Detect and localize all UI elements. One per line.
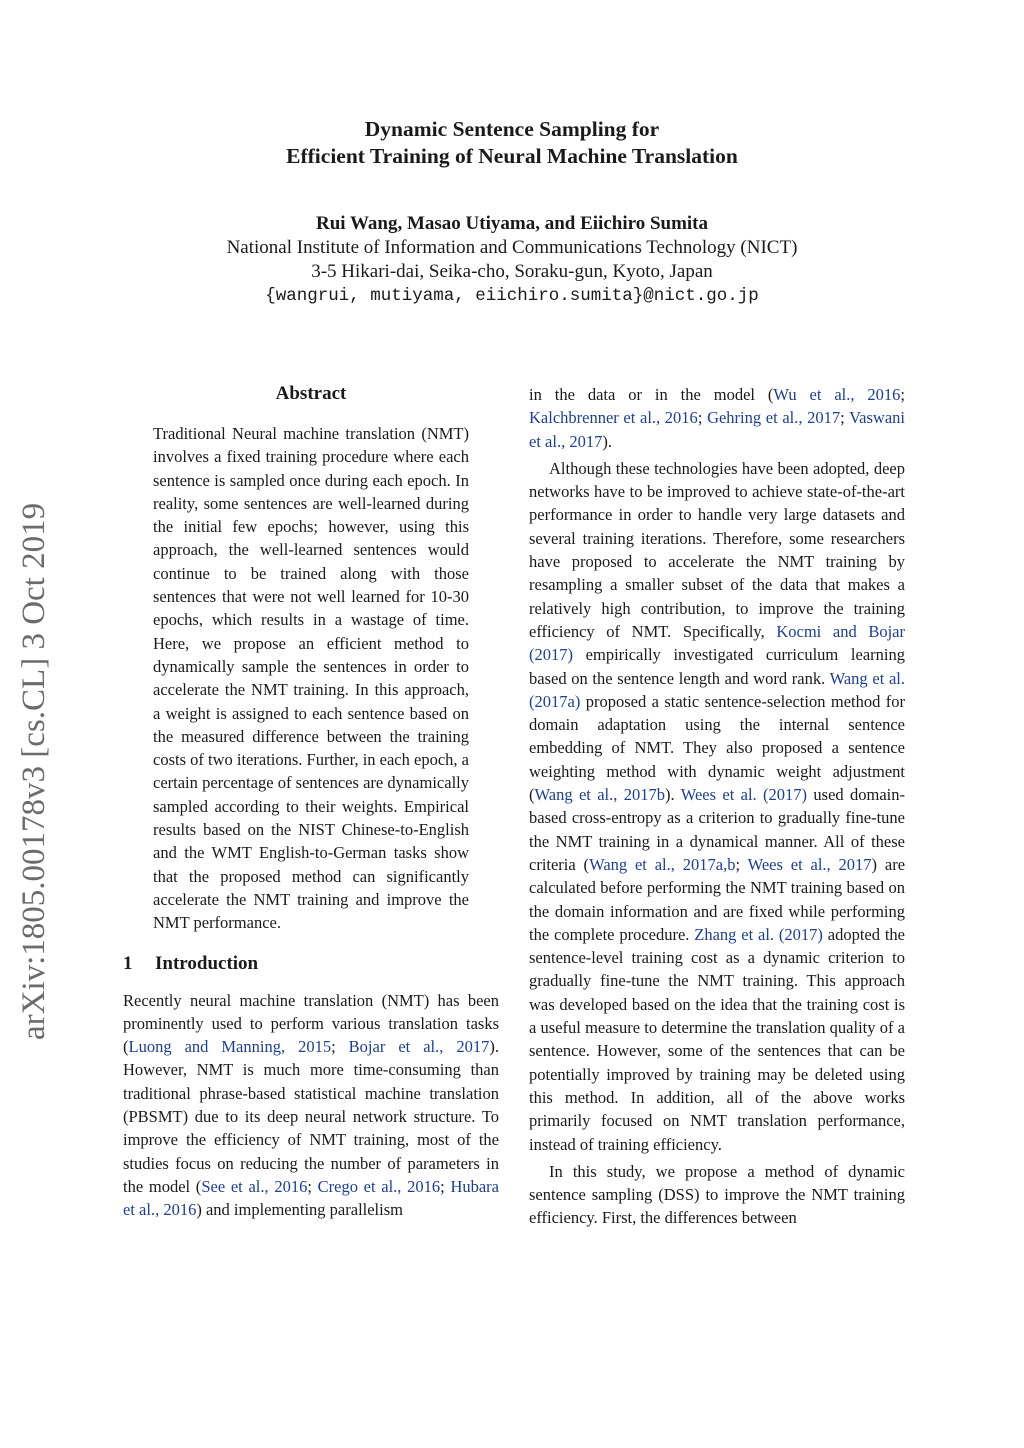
paper-title-block	[0, 116, 1024, 170]
citation-link[interactable]: Wees et al. (2017)	[680, 785, 808, 805]
citation-link[interactable]: Hubara et al., 2016	[123, 1176, 499, 1220]
citation-link[interactable]: Wees et al., 2017	[747, 854, 872, 874]
citation-link[interactable]: Bojar et al., 2017	[348, 1037, 490, 1057]
intro-paragraph-1: Recently neural machine translation (NMT) has been prominently used to perform various translation tasks (Luong and Manning, 2015; Bojar et al., 2017). However, NMT is much more time-consuming than traditional phrase-based statistical machine translation (PBSMT) due to its deep neural network structure. To improve the efficiency of NMT training, most of the studies focus on reducing the number of parameters in the model (See et al., 2016; Crego et al., 2016; Hubara et al., 2016) and implementing parallelism	[123, 990, 499, 1220]
citation-link[interactable]: Gehring et al., 2017	[707, 408, 841, 428]
author-affiliation: National Institute of Information and Communications Technology (NICT)	[226, 237, 798, 258]
left-column	[123, 382, 499, 1222]
citation-link[interactable]: Wu et al., 2016	[773, 385, 901, 404]
citation-link[interactable]: Luong and Manning, 2015	[128, 1037, 332, 1057]
right-column	[529, 383, 905, 1230]
citation-link[interactable]: Crego et al., 2016	[317, 1176, 441, 1196]
intro-paragraph-3: In this study, we propose a method of dynamic sentence sampling (DSS) to improve the NMT training efficiency. First, the differences between	[529, 1161, 905, 1228]
citation-link[interactable]: See et al., 2016	[201, 1176, 308, 1196]
title-line-1: Dynamic Sentence Sampling for	[364, 117, 660, 141]
paper-title	[0, 116, 1024, 170]
arxiv-identifier-stamp: arXiv:1805.00178v3 [cs.CL] 3 Oct 2019	[16, 502, 52, 1040]
intro-paragraph-2: Although these technologies have been adopted, deep networks have to be improved to achieve state-of-the-art performance in order to handle very large datasets and several training iterations. Therefore, some researchers have proposed to accelerate the NMT training by resampling a smaller subset of the data that makes a relatively high contribution, to improve the training efficiency of NMT. Specifically, Kocmi and Bojar (2017) empirically investigated curriculum learning based on the sentence length and word rank. Wang et al. (2017a) proposed a static sentence-selection method for domain adaptation using the internal sentence embedding of NMT. They also proposed a sentence weighting method with dynamic weight adjustment (Wang et al., 2017b). Wees et al. (2017) used domain-based cross-entropy as a criterion to gradually fine-tune the NMT training in a dynamical manner. All of these criteria (Wang et al., 2017a,b; Wees et al., 2017) are calculated before performing the NMT training based on the domain information and are fixed while performing the complete procedure. Zhang et al. (2017) adopted the sentence-level training cost as a dynamic criterion to gradually fine-tune the NMT training. This approach was developed based on the idea that the training cost is a useful measure to determine the translation quality of a sentence. However, some of the sentences that can be potentially improved by training may be deleted using this method. In addition, all of the above works primarily focused on NMT translation performance, instead of training efficiency.	[529, 458, 906, 1154]
section-title: Introduction	[155, 952, 259, 974]
citation-link[interactable]: Kocmi and Bojar (2017)	[529, 621, 905, 665]
citation-link[interactable]: Vaswani et al., 2017	[529, 408, 905, 451]
citation-link[interactable]: Kalchbrenner et al., 2016	[529, 408, 698, 428]
section-number: 1	[123, 952, 133, 974]
author-names: Rui Wang, Masao Utiyama, and Eiichiro Sumita	[315, 213, 709, 234]
author-email: {wangrui, mutiyama, eiichiro.sumita}@nict.go.jp	[265, 286, 759, 306]
citation-link[interactable]: Zhang et al. (2017)	[694, 924, 823, 944]
abstract-text: Traditional Neural machine translation (NMT) involves a fixed training procedure where each sentence is sampled once during each epoch. In reality, some sentences are well-learned during the initial few epochs; however, using this approach, the well-learned sentences would continue to be trained along with those sentences that were not well learned for 10-30 epochs, which results in a wastage of time. Here, we propose an efficient method to dynamically sample the sentences in order to accelerate the NMT training. In this approach, a weight is assigned to each sentence based on the measured difference between the training costs of two iterations. Further, in each epoch, a certain percentage of sentences are dynamically sampled according to their weights. Empirical results based on the NIST Chinese-to-English and the WMT English-to-German tasks show that the proposed method can significantly accelerate the NMT training and improve the NMT performance.	[153, 424, 469, 933]
citation-link[interactable]: Wang et al., 2017b	[534, 785, 665, 805]
title-line-2: Efficient Training of Neural Machine Translation	[286, 144, 738, 168]
author-block	[0, 212, 1024, 308]
citation-link[interactable]: Wang et al. (2017a)	[529, 668, 905, 711]
abstract-heading: Abstract	[275, 383, 347, 404]
citation-link[interactable]: Wang et al., 2017a,b	[589, 854, 736, 874]
intro-paragraph-1-continued: in the data or in the model (Wu et al., 2016; Kalchbrenner et al., 2016; Gehring et al., 2017; Vaswani et al., 2017).	[529, 385, 905, 451]
section-heading-introduction	[123, 952, 499, 976]
author-address: 3-5 Hikari-dai, Seika-cho, Soraku-gun, Kyoto, Japan	[311, 261, 713, 282]
